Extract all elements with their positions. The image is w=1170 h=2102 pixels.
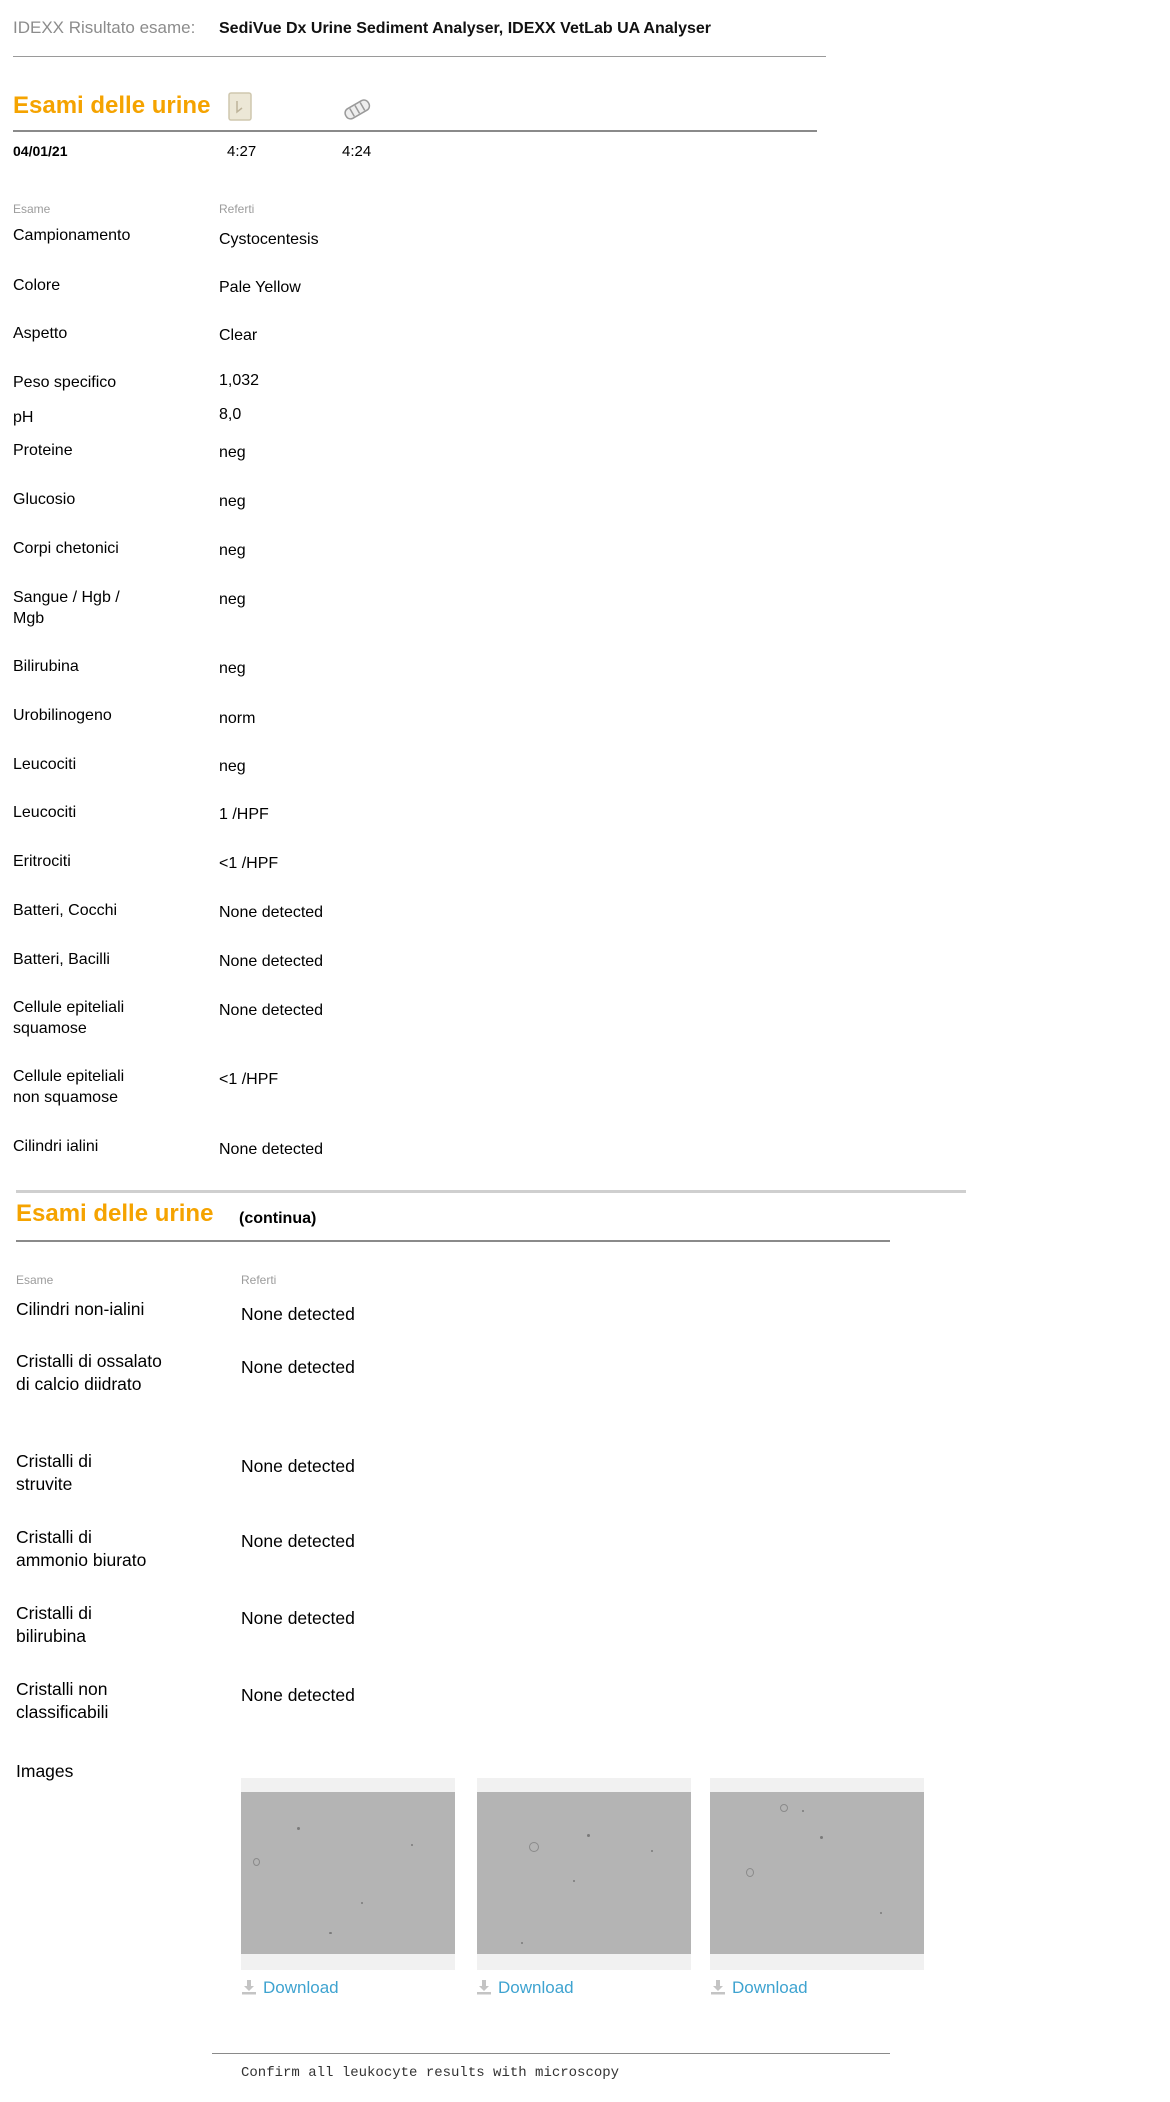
result-value: neg bbox=[219, 591, 246, 608]
result-value: neg bbox=[219, 542, 246, 559]
result-value: Cystocentesis bbox=[219, 231, 319, 248]
sediment-image-3[interactable] bbox=[710, 1778, 924, 1970]
result-label: Colore bbox=[13, 277, 61, 294]
result-label: Cristalli non classificabili bbox=[16, 1679, 109, 1722]
result-label: Campionamento bbox=[13, 227, 131, 244]
exam-date: 04/01/21 bbox=[13, 143, 68, 159]
page-divider bbox=[16, 1190, 966, 1193]
result-label: Leucociti bbox=[13, 756, 77, 773]
result-value: norm bbox=[219, 710, 256, 727]
microscopy-image bbox=[477, 1792, 691, 1954]
result-value: <1 /HPF bbox=[219, 855, 279, 872]
column-header-results: Referti bbox=[241, 1273, 277, 1287]
analyser-name: SediVue Dx Urine Sediment Analyser, IDEXX VetLab UA Analyser bbox=[219, 20, 712, 37]
section-continued-label: (continua) bbox=[239, 1210, 317, 1227]
result-value: None detected bbox=[219, 904, 324, 921]
download-icon bbox=[710, 1979, 726, 1995]
download-icon bbox=[476, 1979, 492, 1995]
images-label: Images bbox=[16, 1761, 74, 1781]
result-value: None detected bbox=[241, 1357, 355, 1377]
result-value: None detected bbox=[241, 1304, 355, 1324]
result-value: Pale Yellow bbox=[219, 279, 301, 296]
exam-time-strip: 4:24 bbox=[342, 143, 372, 160]
microscopy-image bbox=[710, 1792, 924, 1954]
microscopy-image bbox=[241, 1792, 455, 1954]
result-label: Batteri, Cocchi bbox=[13, 902, 118, 919]
download-link[interactable] bbox=[476, 1978, 574, 1998]
result-label: Cristalli di struvite bbox=[16, 1451, 92, 1494]
result-label: Cellule epiteliali squamose bbox=[13, 999, 125, 1037]
sediment-image-1[interactable] bbox=[241, 1778, 455, 1970]
result-value: None detected bbox=[219, 953, 324, 970]
result-value: None detected bbox=[219, 1002, 324, 1019]
sediment-image-2[interactable] bbox=[477, 1778, 691, 1970]
exam-time-sediment: 4:27 bbox=[227, 143, 257, 160]
result-label: Proteine bbox=[13, 442, 73, 459]
result-value: None detected bbox=[241, 1608, 355, 1628]
result-label: Cilindri ialini bbox=[13, 1138, 99, 1155]
result-label: Cristalli di ossalato di calcio diidrato bbox=[16, 1351, 162, 1394]
result-label: Aspetto bbox=[13, 325, 68, 342]
test-strip-icon bbox=[341, 96, 373, 122]
result-value: neg bbox=[219, 444, 246, 461]
result-value: neg bbox=[219, 660, 246, 677]
download-label: Download bbox=[732, 1978, 808, 1997]
result-value: neg bbox=[219, 758, 246, 775]
column-header-exam: Esame bbox=[16, 1273, 54, 1287]
section-title: Esami delle urine bbox=[13, 92, 211, 119]
result-value: None detected bbox=[241, 1531, 355, 1551]
result-label: Peso specifico bbox=[13, 374, 117, 391]
result-label: Cilindri non-ialini bbox=[16, 1299, 145, 1319]
result-label: Cristalli di bilirubina bbox=[16, 1603, 92, 1646]
result-value: Clear bbox=[219, 327, 258, 344]
footer-divider bbox=[212, 2053, 890, 2054]
column-header-exam: Esame bbox=[13, 202, 51, 216]
result-value: 1,032 bbox=[219, 372, 260, 389]
download-link[interactable] bbox=[710, 1978, 808, 1998]
result-value: None detected bbox=[241, 1685, 355, 1705]
result-label: Urobilinogeno bbox=[13, 707, 112, 724]
result-label: Batteri, Bacilli bbox=[13, 951, 110, 968]
result-value: 8,0 bbox=[219, 406, 242, 423]
result-value: 1 /HPF bbox=[219, 806, 269, 823]
section-divider bbox=[13, 130, 817, 132]
result-label: Leucociti bbox=[13, 804, 77, 821]
section-title: Esami delle urine bbox=[16, 1200, 214, 1227]
result-label: Eritrociti bbox=[13, 853, 71, 870]
header-divider bbox=[13, 56, 826, 57]
section-divider bbox=[16, 1240, 890, 1242]
result-value: neg bbox=[219, 493, 246, 510]
download-icon bbox=[241, 1979, 257, 1995]
result-label: Bilirubina bbox=[13, 658, 79, 675]
result-value: None detected bbox=[241, 1456, 355, 1476]
report-label: IDEXX Risultato esame: bbox=[13, 18, 196, 37]
download-label: Download bbox=[498, 1978, 574, 1997]
download-label: Download bbox=[263, 1978, 339, 1997]
column-header-results: Referti bbox=[219, 202, 255, 216]
download-link[interactable] bbox=[241, 1978, 339, 1998]
footer-note: Confirm all leukocyte results with microscopy bbox=[241, 2065, 620, 2081]
document-icon bbox=[227, 92, 255, 122]
result-label: Cristalli di ammonio biurato bbox=[16, 1527, 147, 1570]
result-label: Glucosio bbox=[13, 491, 76, 508]
result-label: Sangue / Hgb / Mgb bbox=[13, 589, 120, 627]
result-label: Cellule epiteliali non squamose bbox=[13, 1068, 125, 1106]
result-value: <1 /HPF bbox=[219, 1071, 279, 1088]
result-label: pH bbox=[13, 409, 34, 426]
result-value: None detected bbox=[219, 1141, 324, 1158]
result-label: Corpi chetonici bbox=[13, 540, 119, 557]
